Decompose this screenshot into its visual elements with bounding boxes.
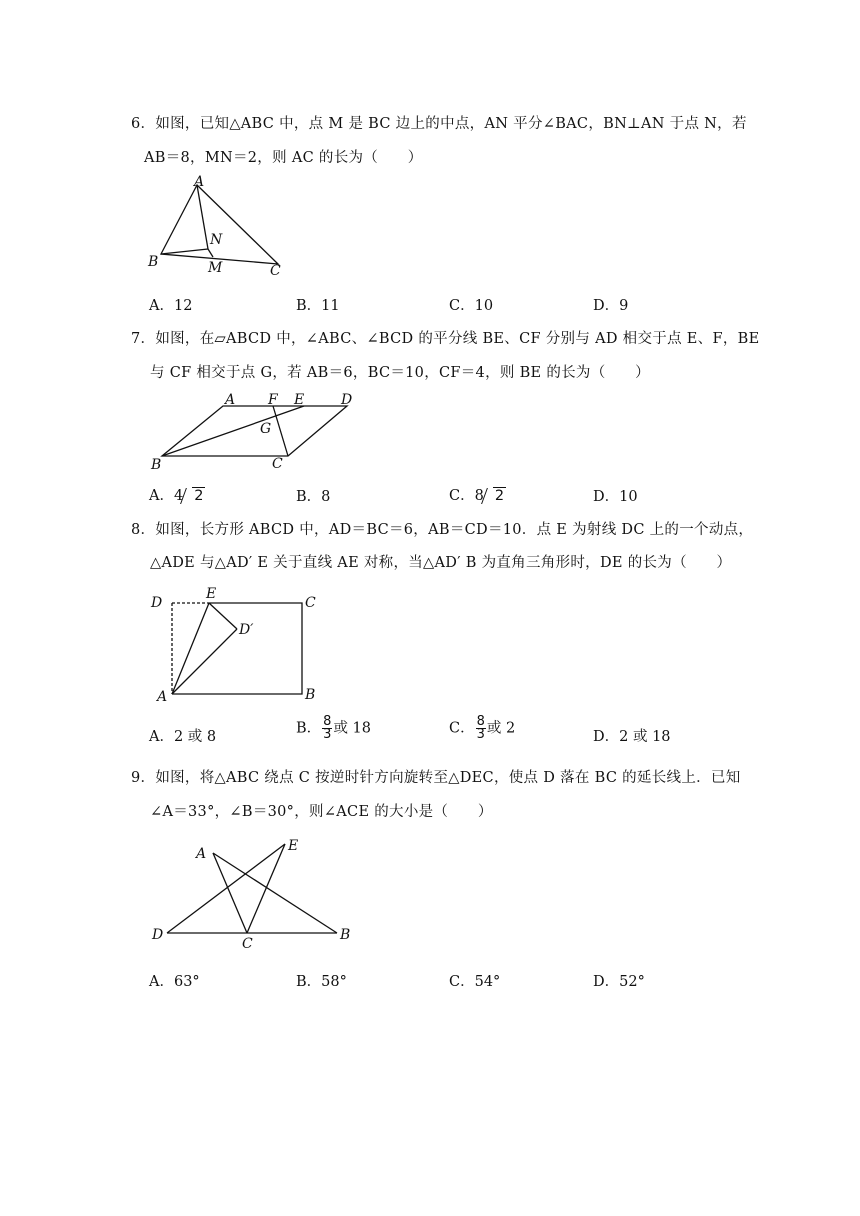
figure-rectangle-abcd (145, 583, 335, 703)
option-c[interactable]: C．10 (449, 298, 494, 314)
label-n: N (210, 232, 223, 248)
label-a: A (194, 174, 205, 190)
figure-parallelogram-abcd (145, 388, 375, 473)
option-b[interactable]: B．11 (296, 298, 340, 314)
label-c: C (270, 263, 281, 279)
label-d: D (152, 927, 164, 943)
question-text-line: 6．如图，已知△ABC 中，点 M 是 BC 边上的中点，AN 平分∠BAC，BN⊥AN 于点 N，若 (131, 116, 747, 132)
option-d[interactable]: D．2 或 18 (593, 729, 671, 745)
question-text-line: △ADE 与△AD′ E 关于直线 AE 对称，当△AD′ B 为直角三角形时，DE 的长为（ ） (150, 555, 732, 571)
option-b[interactable] (296, 716, 371, 741)
label-b: B (151, 457, 162, 473)
label-d: D (151, 595, 163, 611)
option-a[interactable]: A．2 或 8 (149, 729, 217, 745)
label-c: C (305, 595, 316, 611)
option-prefix: B． (296, 720, 322, 737)
label-e: E (206, 586, 217, 602)
option-suffix: 或 2 (486, 720, 516, 737)
option-prefix: A．4 (149, 488, 184, 504)
question-text-line: 8．如图，长方形 ABCD 中，AD＝BC＝6，AB＝CD＝10．点 E 为射线 DC 上的一个动点， (131, 522, 754, 538)
option-a[interactable]: A．63° (149, 974, 200, 990)
label-d-prime: D′ (239, 622, 254, 638)
label-g: G (260, 421, 272, 437)
label-b: B (340, 927, 351, 943)
option-b[interactable]: B．58° (296, 974, 347, 990)
option-c[interactable] (449, 716, 515, 741)
label-e: E (288, 838, 299, 854)
option-d[interactable]: D．9 (593, 298, 629, 314)
question-text-line: AB＝8，MN＝2，则 AC 的长为（ ） (144, 150, 423, 166)
option-d[interactable]: D．52° (593, 974, 645, 990)
option-c[interactable] (449, 484, 506, 505)
question-text-line: 9．如图，将△ABC 绕点 C 按逆时针方向旋转至△DEC，使点 D 落在 BC 的延长线上．已知 (131, 770, 741, 786)
option-a[interactable] (149, 484, 205, 505)
label-a: A (157, 689, 168, 703)
option-suffix: 或 18 (333, 720, 371, 737)
figure-triangle-abc (140, 172, 300, 282)
option-c[interactable]: C．54° (449, 974, 501, 990)
option-prefix: C．8 (449, 488, 484, 504)
sqrt-radicand: 2 (194, 488, 204, 504)
label-f: F (268, 392, 278, 408)
label-m: M (208, 260, 223, 276)
option-a[interactable]: A．12 (149, 298, 193, 314)
option-d[interactable]: D．10 (593, 489, 638, 505)
fraction-numerator: 8 (476, 714, 485, 729)
question-text-line: ∠A＝33°，∠B＝30°，则∠ACE 的大小是（ ） (150, 804, 493, 820)
label-e: E (294, 392, 305, 408)
question-text-line: 与 CF 相交于点 G，若 AB＝6，BC＝10，CF＝4，则 BE 的长为（ ） (150, 365, 650, 381)
fraction-denominator: 3 (476, 727, 485, 742)
label-d: D (341, 392, 353, 408)
label-b: B (305, 687, 316, 703)
label-c: C (242, 936, 253, 952)
label-b: B (148, 254, 159, 270)
fraction-numerator: 8 (323, 714, 332, 729)
sqrt-radicand: 2 (494, 488, 505, 504)
option-b[interactable]: B．8 (296, 489, 331, 505)
fraction-denominator: 3 (323, 727, 332, 742)
option-prefix: C． (449, 720, 475, 737)
label-c: C (272, 456, 283, 472)
question-text-line: 7．如图，在▱ABCD 中，∠ABC、∠BCD 的平分线 BE、CF 分别与 AD 相交于点 E、F，BE (131, 331, 760, 347)
fraction (476, 716, 486, 741)
label-a: A (225, 392, 236, 408)
label-a: A (196, 846, 207, 862)
fraction (322, 716, 332, 741)
figure-rotation (145, 832, 360, 952)
